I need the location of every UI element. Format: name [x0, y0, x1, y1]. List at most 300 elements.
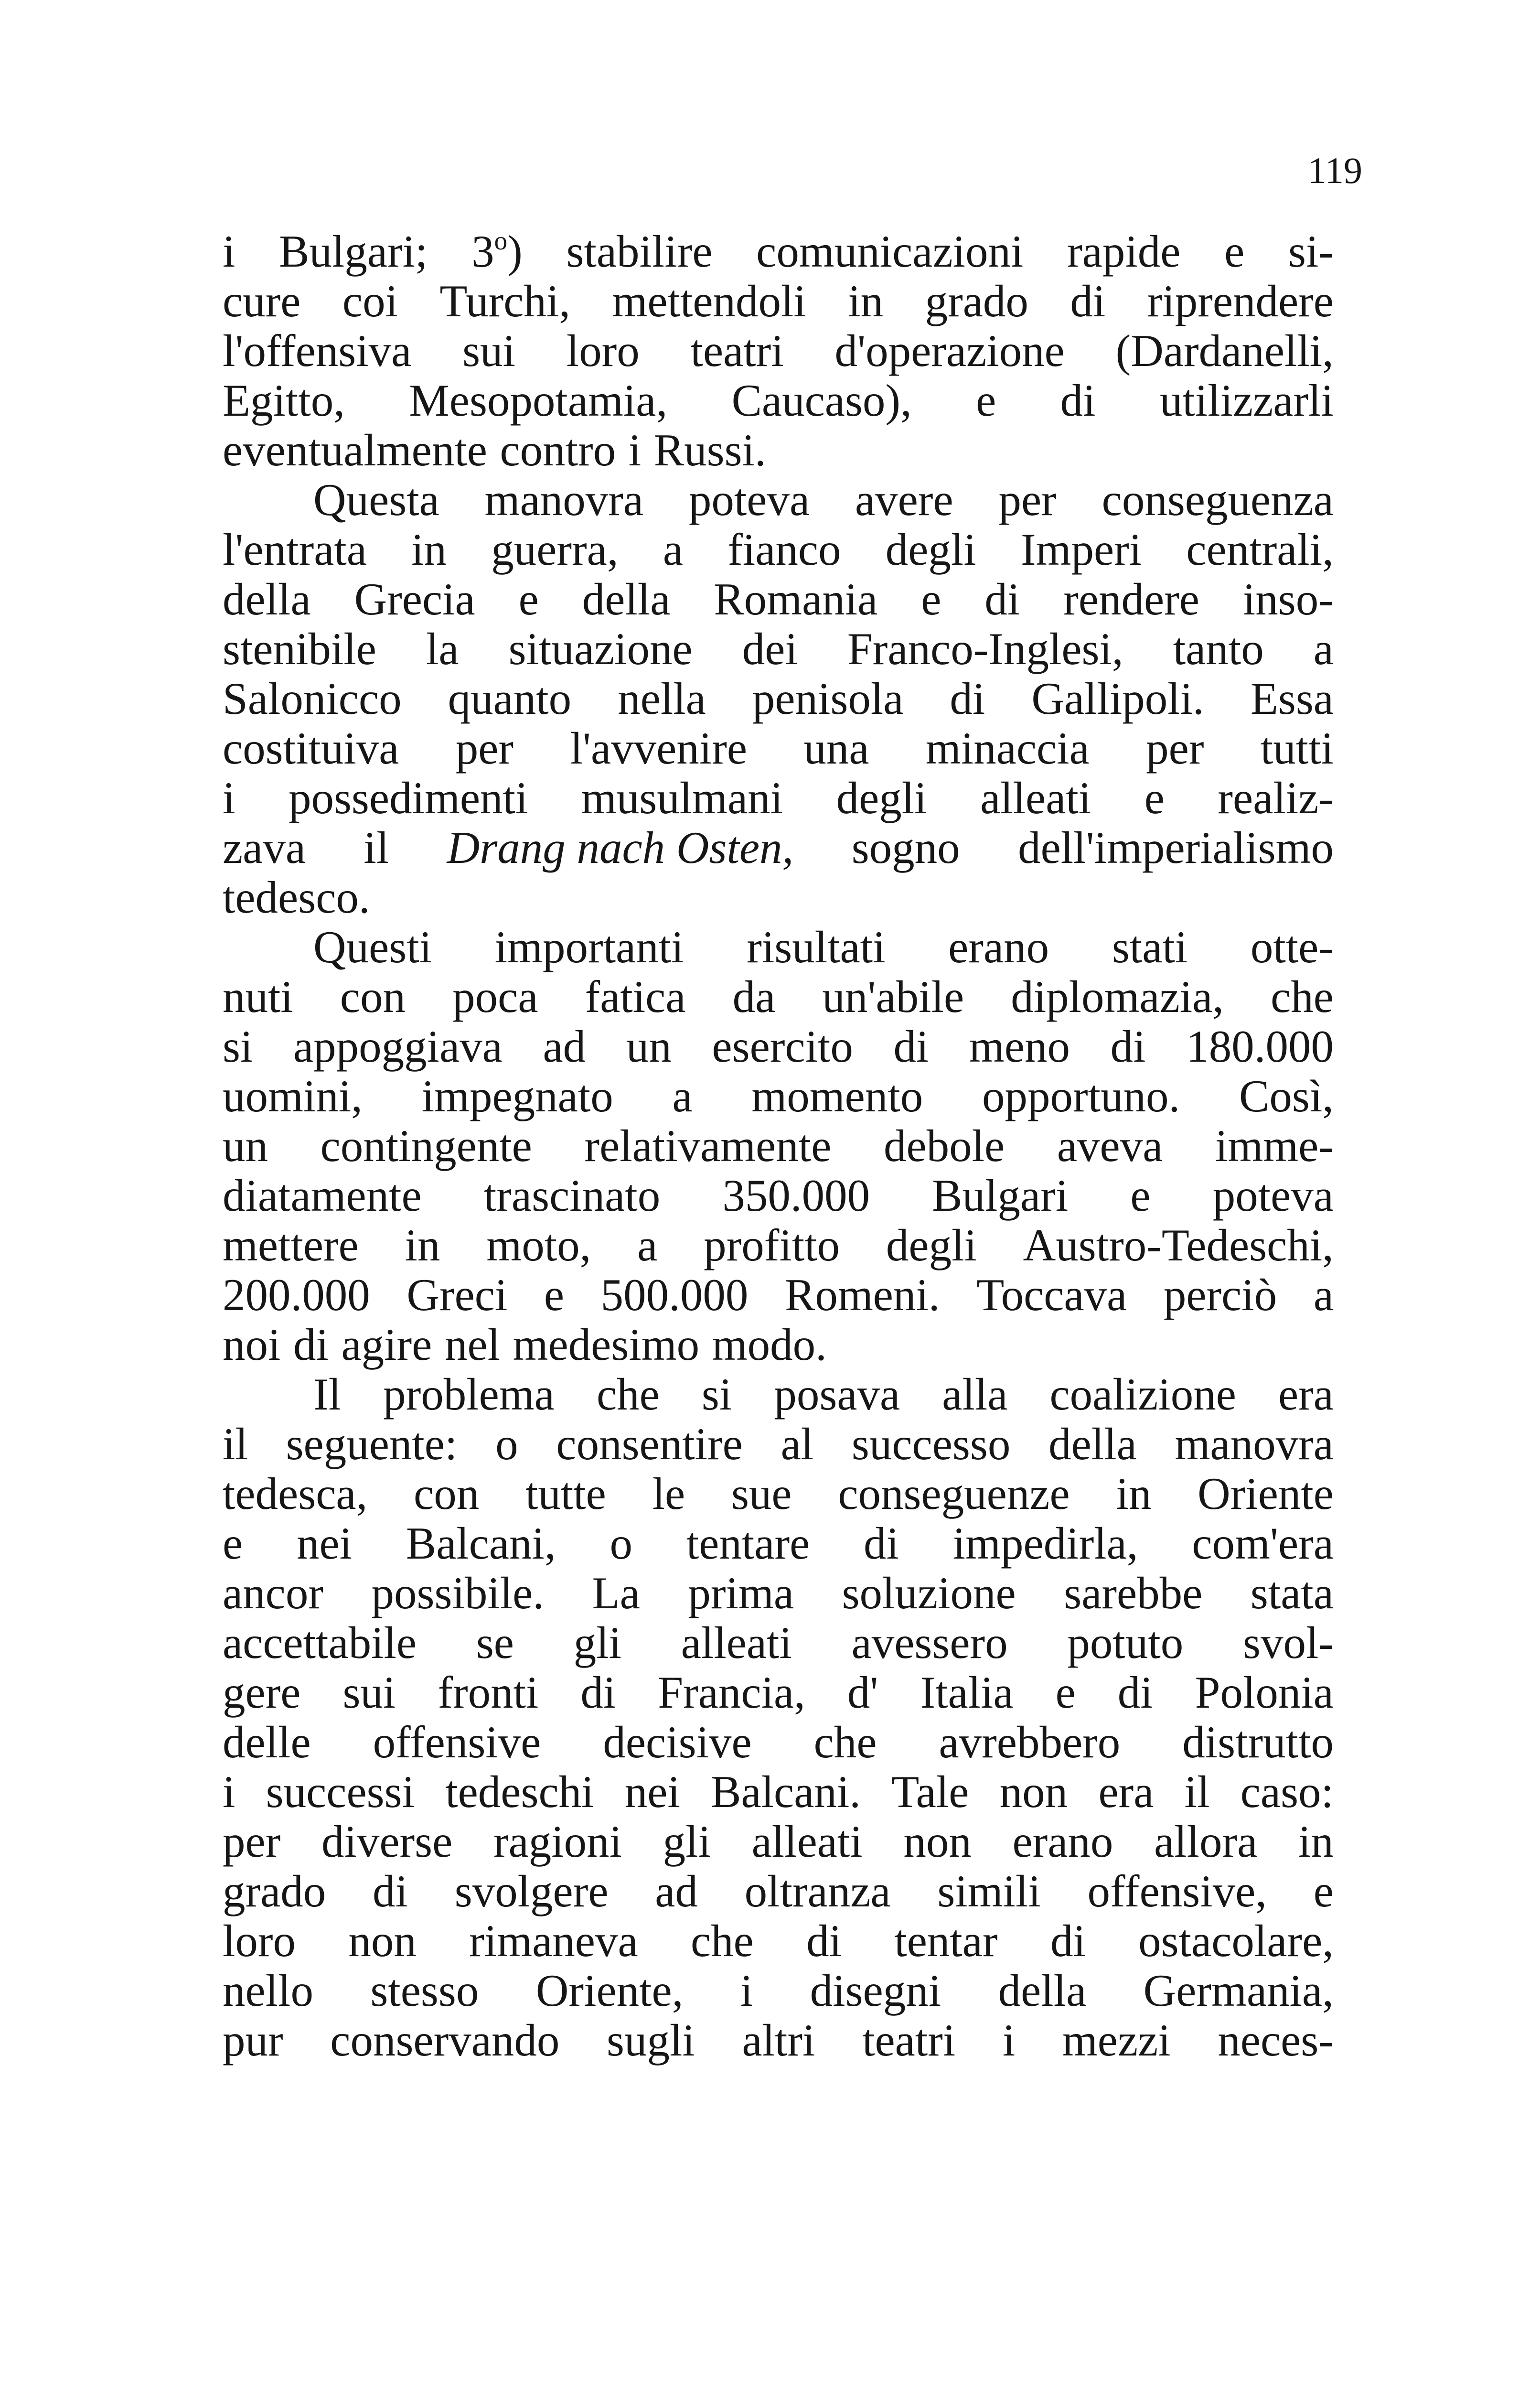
- word: opportuno.: [982, 1071, 1180, 1121]
- word: Romania: [714, 574, 878, 624]
- text-line: [223, 1767, 1334, 1817]
- word: manovra: [484, 474, 644, 525]
- word: eventualmente: [223, 425, 487, 475]
- word: Mesopotamia,: [409, 375, 668, 426]
- word: che: [1271, 971, 1334, 1022]
- word: caso:: [1240, 1766, 1334, 1817]
- word: momento: [751, 1071, 923, 1121]
- text-line: [223, 326, 1334, 376]
- word: manovra: [1175, 1419, 1334, 1469]
- text-line: [223, 1121, 1334, 1171]
- word: dei: [742, 624, 798, 674]
- word: esercito: [712, 1021, 853, 1072]
- word: e: [921, 574, 941, 624]
- word: al: [781, 1419, 814, 1469]
- word: nei: [296, 1518, 353, 1569]
- word: costituiva: [223, 723, 399, 774]
- word: musulmani: [581, 773, 783, 823]
- word: Questi: [313, 922, 432, 972]
- page-number: 119: [1307, 150, 1362, 191]
- text-line: [223, 1071, 1334, 1121]
- word: una: [803, 723, 869, 774]
- text-line: [223, 525, 1334, 574]
- word: cure: [223, 276, 301, 326]
- word: zava: [223, 822, 306, 873]
- word: problema: [383, 1369, 555, 1420]
- word: medesimo: [513, 1319, 700, 1370]
- word: mettere: [223, 1220, 359, 1270]
- word: delle: [223, 1717, 311, 1767]
- word: Grecia: [354, 574, 475, 624]
- word: oltranza: [744, 1866, 891, 1916]
- word: e: [544, 1270, 565, 1320]
- word: che: [690, 1916, 754, 1966]
- word: coalizione: [1049, 1369, 1236, 1420]
- word: Russi.: [653, 425, 766, 475]
- word: di: [864, 1518, 899, 1569]
- text-line: [223, 376, 1334, 425]
- text-line: [223, 1717, 1334, 1767]
- word: i: [1002, 2015, 1016, 2066]
- text-line: [223, 1518, 1334, 1568]
- word: si: [223, 1021, 253, 1072]
- word: a: [637, 1220, 658, 1270]
- word: i: [223, 1766, 235, 1817]
- word: stata: [1250, 1568, 1334, 1618]
- word: poteva: [1212, 1170, 1334, 1221]
- word: tutte: [525, 1468, 606, 1519]
- word: disegni: [810, 1965, 941, 2016]
- word: 200.000: [223, 1270, 370, 1320]
- word: mezzi: [1062, 2015, 1171, 2066]
- word: meno: [969, 1021, 1070, 1072]
- word: tentar: [894, 1916, 998, 1966]
- word: gli: [663, 1816, 711, 1867]
- word: Il: [313, 1369, 342, 1420]
- word: teatri: [690, 325, 784, 376]
- word: Caucaso),: [731, 375, 912, 426]
- word: un: [626, 1021, 672, 1072]
- word: conservando: [330, 2015, 560, 2066]
- word: simili: [937, 1866, 1041, 1916]
- word: sue: [731, 1468, 792, 1519]
- word: gli: [573, 1617, 622, 1668]
- word: che: [596, 1369, 660, 1420]
- word: Franco-Inglesi,: [847, 624, 1123, 674]
- word: otte-: [1250, 922, 1334, 972]
- word: posava: [774, 1369, 900, 1420]
- word: avrebbero: [939, 1717, 1121, 1767]
- word: di: [1070, 276, 1106, 326]
- word: un'abile: [822, 971, 964, 1022]
- word: in: [405, 1220, 440, 1270]
- word: e: [976, 375, 996, 426]
- word: l'offensiva: [223, 325, 412, 376]
- text-line: [223, 425, 1334, 475]
- word: se: [476, 1617, 514, 1668]
- word: l'avvenire: [570, 723, 747, 774]
- text-line: [223, 2015, 1334, 2065]
- word: ad: [543, 1021, 586, 1072]
- word: potuto: [1067, 1617, 1184, 1668]
- word: o: [610, 1518, 633, 1569]
- word: Imperi: [1020, 524, 1142, 575]
- word: Balcani,: [406, 1518, 556, 1569]
- word: Polonia: [1195, 1667, 1334, 1718]
- word: conseguenza: [1102, 474, 1334, 525]
- word: risultati: [747, 922, 886, 972]
- word: La: [592, 1568, 640, 1618]
- word: di: [1060, 375, 1096, 426]
- text-line: [223, 1568, 1334, 1618]
- word: Salonicco: [223, 673, 402, 724]
- word: e: [1313, 1866, 1334, 1916]
- word: diplomazia,: [1011, 971, 1224, 1022]
- word: in: [848, 276, 884, 326]
- text-line: [223, 226, 1334, 276]
- word: le: [652, 1468, 685, 1519]
- word: Francia,: [658, 1667, 805, 1718]
- text-line: [223, 1866, 1334, 1916]
- word: di: [1117, 1667, 1153, 1718]
- word: con: [414, 1468, 480, 1519]
- word: utilizzarli: [1159, 375, 1334, 426]
- word: che: [813, 1717, 877, 1767]
- word: comunicazioni: [756, 226, 1024, 277]
- word: ad: [655, 1866, 698, 1916]
- text-line: [223, 1469, 1334, 1518]
- word: si-: [1288, 226, 1334, 277]
- word: quanto: [448, 673, 572, 724]
- word: non: [999, 1766, 1068, 1817]
- text-line: [223, 624, 1334, 674]
- text-line: [223, 1022, 1334, 1071]
- word: relativamente: [584, 1120, 832, 1171]
- word: tedesco.: [223, 872, 370, 923]
- word: imme-: [1215, 1120, 1334, 1171]
- word: per: [455, 723, 514, 774]
- word: rimaneva: [469, 1916, 638, 1966]
- text-line: [223, 1817, 1334, 1866]
- word: la: [426, 624, 459, 674]
- word: successo: [851, 1419, 1011, 1469]
- word: Balcani.: [711, 1766, 861, 1817]
- word: Turchi,: [439, 276, 571, 326]
- word: i: [628, 425, 642, 475]
- word: di: [893, 1021, 929, 1072]
- word: 180.000: [1186, 1021, 1334, 1072]
- word: o: [495, 1419, 518, 1469]
- word: erano: [1012, 1816, 1113, 1867]
- word: Italia: [920, 1667, 1014, 1718]
- word: teatri: [862, 2015, 956, 2066]
- word: alla: [942, 1369, 1008, 1420]
- word: uomini,: [223, 1071, 363, 1121]
- word: della: [1048, 1419, 1137, 1469]
- word: sarebbe: [1064, 1568, 1203, 1618]
- word: profitto: [704, 1220, 840, 1270]
- word: l'entrata: [223, 524, 367, 575]
- word: nello: [223, 1965, 313, 2016]
- word: inso-: [1242, 574, 1334, 624]
- word: e: [1130, 1170, 1151, 1221]
- word: per: [1146, 723, 1204, 774]
- word: com'era: [1192, 1518, 1334, 1569]
- word: per: [223, 1816, 281, 1867]
- text-line: [223, 823, 1334, 872]
- text-line: [223, 773, 1334, 823]
- word: Germania,: [1143, 1965, 1334, 2016]
- word: possedimenti: [288, 773, 528, 823]
- word: a: [672, 1071, 693, 1121]
- text-line: [223, 1270, 1334, 1320]
- word: erano: [948, 922, 1049, 972]
- text-line: [223, 674, 1334, 723]
- word: trascinato: [483, 1170, 661, 1221]
- word: tentare: [686, 1518, 810, 1569]
- text-line: [223, 1220, 1334, 1270]
- word: stesso: [370, 1965, 479, 2016]
- word: Austro-Tedeschi,: [1023, 1220, 1334, 1270]
- word: altri: [742, 2015, 815, 2066]
- word: sugli: [607, 2015, 695, 2066]
- text-line: [223, 1320, 1334, 1369]
- word: possibile.: [371, 1568, 545, 1618]
- word: stenibile: [223, 624, 376, 674]
- word: offensive: [373, 1717, 541, 1767]
- word: dell'imperialismo: [1018, 822, 1334, 873]
- word: rapide: [1067, 226, 1181, 277]
- word: di: [1050, 1916, 1086, 1966]
- word: non: [903, 1816, 972, 1867]
- word: poca: [452, 971, 538, 1022]
- word: noi: [223, 1319, 281, 1370]
- text-line: [223, 1171, 1334, 1220]
- word: degli: [886, 1220, 977, 1270]
- word: stati: [1112, 922, 1188, 972]
- word: fronti: [438, 1667, 539, 1718]
- word: i: [223, 773, 235, 823]
- word: 350.000: [722, 1170, 870, 1221]
- word: 500.000: [600, 1270, 749, 1320]
- word: il: [1184, 1766, 1210, 1817]
- word: con: [340, 971, 406, 1022]
- word: di: [1110, 1021, 1146, 1072]
- word: importanti: [494, 922, 684, 972]
- word: e: [223, 1518, 243, 1569]
- word: aveva: [1057, 1120, 1163, 1171]
- word: Essa: [1250, 673, 1334, 724]
- word: riprendere: [1147, 276, 1334, 326]
- word: Tale: [891, 1766, 969, 1817]
- word: distrutto: [1182, 1717, 1334, 1767]
- word: di: [806, 1916, 842, 1966]
- word: realiz-: [1218, 773, 1334, 823]
- word: d'operazione: [834, 325, 1065, 376]
- word: a: [1313, 1270, 1334, 1320]
- word: da: [732, 971, 776, 1022]
- text-line: [223, 475, 1334, 525]
- word: gere: [223, 1667, 301, 1718]
- word: situazione: [508, 624, 693, 674]
- word: soluzione: [842, 1568, 1016, 1618]
- word: sui: [462, 325, 515, 376]
- text-line: [223, 723, 1334, 773]
- word: di: [293, 1319, 329, 1370]
- word: ostacolare,: [1138, 1916, 1334, 1966]
- body-text: [223, 226, 1334, 2065]
- word: si: [701, 1369, 732, 1420]
- text-line: [223, 1966, 1334, 2015]
- word: diverse: [321, 1816, 453, 1867]
- word: della: [998, 1965, 1087, 2016]
- word: diatamente: [223, 1170, 422, 1221]
- word: coi: [342, 276, 398, 326]
- word: decisive: [603, 1717, 752, 1767]
- word: della: [223, 574, 311, 624]
- word: in: [1298, 1816, 1334, 1867]
- word: moto,: [486, 1220, 591, 1270]
- word: Romeni.: [785, 1270, 940, 1320]
- word: di: [580, 1667, 616, 1718]
- word: minaccia: [925, 723, 1090, 774]
- word: pur: [223, 2015, 283, 2066]
- word: non: [348, 1916, 417, 1966]
- word: alleati: [980, 773, 1091, 823]
- word: i: [740, 1965, 753, 2016]
- word: prima: [688, 1568, 794, 1618]
- word: tedesca,: [223, 1468, 368, 1519]
- word: contro: [500, 425, 616, 475]
- word: stabilire: [566, 226, 713, 277]
- word: a: [1313, 624, 1334, 674]
- text-line: [223, 972, 1334, 1022]
- word: tedeschi: [445, 1766, 594, 1817]
- word: Egitto,: [223, 375, 345, 426]
- word: di: [984, 574, 1020, 624]
- word: in: [1116, 1468, 1152, 1519]
- word: Gallipoli.: [1031, 673, 1204, 724]
- text-line: [223, 1668, 1334, 1717]
- word: i: [223, 226, 235, 277]
- word: di: [950, 673, 985, 724]
- word: nella: [618, 673, 706, 724]
- word: e: [518, 574, 539, 624]
- italic-phrase: Drang nach Osten,: [447, 822, 794, 873]
- word: modo.: [712, 1319, 827, 1370]
- word: d': [847, 1667, 878, 1718]
- word: sogno: [851, 822, 960, 873]
- word: (Dardanelli,: [1115, 325, 1334, 376]
- word: grado: [925, 276, 1028, 326]
- word: un: [223, 1120, 268, 1171]
- word: di: [373, 1866, 408, 1916]
- word: nei: [624, 1766, 680, 1817]
- word: poteva: [688, 474, 810, 525]
- word: appoggiava: [293, 1021, 503, 1072]
- word: Bulgari: [932, 1170, 1069, 1221]
- word: e: [1144, 773, 1165, 823]
- word: nuti: [223, 971, 293, 1022]
- word: ancor: [223, 1568, 323, 1618]
- word: e: [1224, 226, 1245, 277]
- word: a: [663, 524, 683, 575]
- word: impedirla,: [952, 1518, 1138, 1569]
- word: avessero: [851, 1617, 1008, 1668]
- word: Oriente: [1198, 1468, 1334, 1519]
- word: neces-: [1218, 2015, 1334, 2066]
- word: tanto: [1173, 624, 1264, 674]
- text-line: [223, 574, 1334, 624]
- word: fatica: [585, 971, 686, 1022]
- word: nel: [444, 1319, 501, 1370]
- word: era: [1278, 1369, 1334, 1420]
- word: seguente:: [286, 1419, 458, 1469]
- word: offensive,: [1087, 1866, 1267, 1916]
- word: per: [998, 474, 1057, 525]
- word: perciò: [1163, 1270, 1277, 1320]
- word: Così,: [1239, 1071, 1334, 1121]
- word: accettabile: [223, 1617, 417, 1668]
- word: e: [1055, 1667, 1076, 1718]
- word: successi: [266, 1766, 415, 1817]
- word: il: [364, 822, 389, 873]
- text-line: [223, 1618, 1334, 1668]
- word: svolgere: [454, 1866, 609, 1916]
- word: agire: [341, 1319, 432, 1370]
- word: sui: [342, 1667, 396, 1718]
- text-line: [223, 1419, 1334, 1469]
- word: svol-: [1242, 1617, 1334, 1668]
- word: rendere: [1063, 574, 1199, 624]
- word: degli: [885, 524, 976, 575]
- word: debole: [884, 1120, 1005, 1171]
- word: penisola: [752, 673, 904, 724]
- word: grado: [223, 1866, 326, 1916]
- word: Toccava: [976, 1270, 1127, 1320]
- word: ragioni: [493, 1816, 622, 1867]
- word: della: [582, 574, 671, 624]
- word: guerra,: [491, 524, 619, 575]
- word: Greci: [406, 1270, 508, 1320]
- word: conseguenze: [838, 1468, 1070, 1519]
- word: alleati: [751, 1816, 863, 1867]
- word: loro: [566, 325, 640, 376]
- word: consentire: [556, 1419, 743, 1469]
- word: era: [1098, 1766, 1154, 1817]
- text-line: [223, 1916, 1334, 1966]
- word: 3$^o$): [471, 226, 523, 277]
- text-line: [223, 872, 1334, 922]
- text-line: [223, 276, 1334, 326]
- word: Questa: [313, 474, 439, 525]
- word: il: [223, 1419, 248, 1469]
- word: degli: [836, 773, 927, 823]
- word: centrali,: [1186, 524, 1334, 575]
- text-line: [223, 1369, 1334, 1419]
- word: fianco: [727, 524, 841, 575]
- word: Bulgari;: [279, 226, 428, 277]
- word: tutti: [1260, 723, 1334, 774]
- word: Oriente,: [535, 1965, 684, 2016]
- word: mettendoli: [612, 276, 806, 326]
- text-line: [223, 922, 1334, 972]
- word: impegnato: [421, 1071, 613, 1121]
- word: avere: [855, 474, 953, 525]
- word: loro: [223, 1916, 296, 1966]
- word: alleati: [681, 1617, 792, 1668]
- word: contingente: [320, 1120, 532, 1171]
